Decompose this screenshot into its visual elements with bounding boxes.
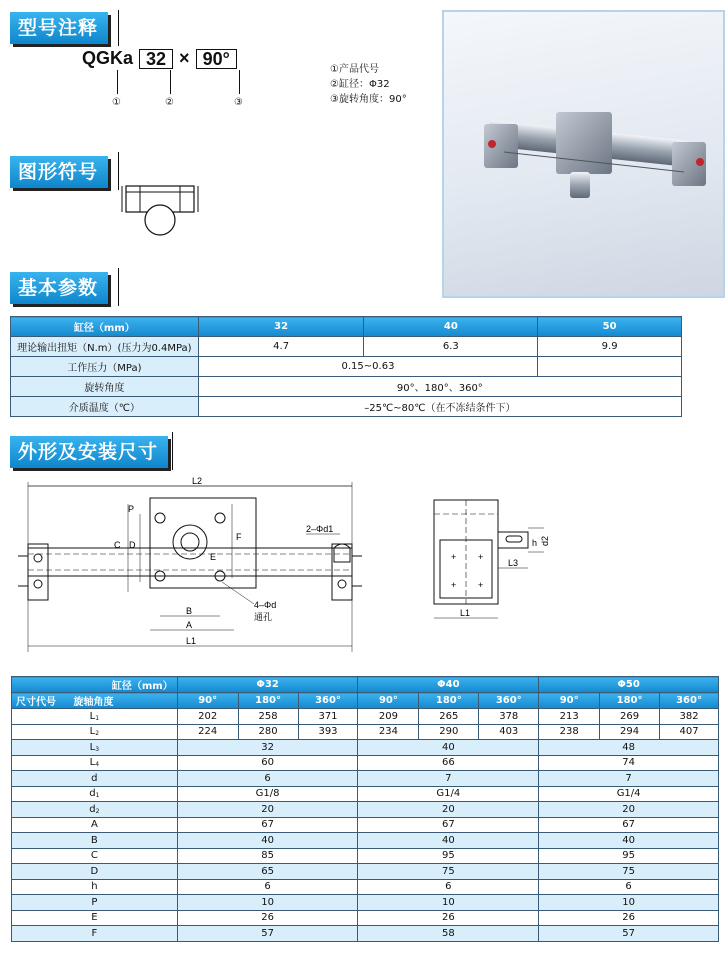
note-angle: ③旋转角度：90° — [330, 94, 407, 105]
dim-code-sub: 4 — [95, 761, 100, 769]
cell: 234 — [358, 724, 419, 740]
model-notes — [330, 62, 407, 107]
svg-text:+: + — [451, 552, 457, 562]
dim-code-letter: d — [89, 788, 96, 800]
cell: G1/4 — [358, 786, 539, 802]
dimension-drawing-side — [420, 494, 570, 624]
dim-code-letter: F — [91, 927, 98, 939]
label-f: F — [236, 532, 242, 542]
label-l1: L1 — [186, 636, 197, 646]
dim-code — [12, 926, 178, 942]
cell: 40 — [177, 833, 358, 849]
marker-line-3 — [239, 70, 240, 94]
section-title-params: 基本参数 — [10, 272, 108, 304]
label-e: E — [210, 552, 217, 562]
label-d: D — [129, 540, 136, 550]
label-l3: L3 — [508, 558, 519, 568]
cell: 224 — [177, 724, 238, 740]
cell: 294 — [600, 724, 660, 740]
dim-code-sub: 1 — [95, 792, 100, 800]
cell: 10 — [539, 895, 719, 911]
dim-code-letter: L — [89, 741, 96, 753]
cylinder-symbol — [120, 178, 200, 238]
dim-code — [12, 864, 178, 880]
table-row — [12, 709, 719, 725]
dim-code — [12, 879, 178, 895]
dim-code-letter: d — [91, 772, 98, 784]
angle-header: 90° — [177, 693, 238, 709]
dim-code-sub: 3 — [95, 745, 100, 753]
table-row — [11, 337, 682, 357]
dims-header-bore: 缸径（mm） — [12, 677, 178, 693]
table-row — [12, 740, 719, 756]
dim-code-letter: L — [89, 726, 96, 738]
dim-code — [12, 771, 178, 787]
table-row — [12, 879, 719, 895]
cell: 280 — [238, 724, 298, 740]
cell: 90°、180°、360° — [198, 377, 681, 397]
table-row — [12, 926, 719, 942]
cell: 26 — [539, 910, 719, 926]
cell: 20 — [539, 802, 719, 818]
table-row — [12, 817, 719, 833]
table-row — [12, 724, 719, 740]
note-bore: ②缸径：Φ32 — [330, 79, 390, 90]
cell: –25℃~80℃（在不冻结条件下） — [198, 397, 681, 417]
cell: 6 — [539, 879, 719, 895]
dim-code-sub: 2 — [95, 730, 100, 738]
dim-code — [12, 910, 178, 926]
cell: G1/8 — [177, 786, 358, 802]
dim-code-letter: B — [90, 834, 98, 846]
cell: 75 — [358, 864, 539, 880]
cell: 7 — [358, 771, 539, 787]
label-b: B — [186, 606, 193, 616]
dimensions-table — [11, 676, 719, 942]
table-row — [12, 910, 719, 926]
label-d1: 2–Φd1 — [306, 524, 334, 534]
cell: 269 — [600, 709, 660, 725]
angle-header: 180° — [419, 693, 479, 709]
section-title-dimensions: 外形及安装尺寸 — [10, 436, 168, 468]
angle-header: 360° — [479, 693, 539, 709]
cell: 0.15~0.63 — [198, 357, 537, 377]
cell: 67 — [539, 817, 719, 833]
dim-code-letter: A — [90, 819, 98, 831]
cell: 60 — [177, 755, 358, 771]
dim-code-letter: P — [91, 896, 98, 908]
table-row — [12, 848, 719, 864]
dims-header-32: Φ32 — [177, 677, 358, 693]
cell: 48 — [539, 740, 719, 756]
svg-text:+: + — [478, 552, 484, 562]
angle-header: 90° — [539, 693, 600, 709]
table-row — [12, 833, 719, 849]
cell: 40 — [358, 740, 539, 756]
cell: 66 — [358, 755, 539, 771]
cell: 67 — [358, 817, 539, 833]
marker-line-1 — [117, 70, 118, 94]
dims-header-code-label: 尺寸代号 — [16, 697, 56, 708]
cell: 209 — [358, 709, 419, 725]
dim-code — [12, 848, 178, 864]
cell: 6 — [358, 879, 539, 895]
row-label: 旋转角度 — [11, 377, 199, 397]
cell: 10 — [177, 895, 358, 911]
angle-header: 90° — [358, 693, 419, 709]
params-header-40: 40 — [364, 317, 538, 337]
dim-code-letter: D — [90, 865, 99, 877]
dim-code-letter: h — [91, 881, 98, 893]
table-row — [12, 786, 719, 802]
marker-2: ② — [165, 97, 174, 108]
title-rule — [172, 432, 173, 470]
params-header-bore: 缸径（mm） — [11, 317, 199, 337]
cell-empty — [538, 357, 682, 377]
params-header-50: 50 — [538, 317, 682, 337]
cell: 57 — [177, 926, 358, 942]
cell: 290 — [419, 724, 479, 740]
cell: 95 — [358, 848, 539, 864]
cell: 57 — [539, 926, 719, 942]
table-row — [12, 895, 719, 911]
svg-text:+: + — [451, 580, 457, 590]
label-a: A — [186, 620, 193, 630]
table-row — [12, 771, 719, 787]
row-label: 介质温度（℃） — [11, 397, 199, 417]
table-row — [11, 357, 682, 377]
cell: 393 — [298, 724, 358, 740]
dim-code — [12, 833, 178, 849]
table-row — [11, 397, 682, 417]
title-rule — [118, 10, 119, 46]
angle-header: 360° — [660, 693, 719, 709]
angle-header: 360° — [298, 693, 358, 709]
cell: 213 — [539, 709, 600, 725]
dim-code — [12, 724, 178, 740]
marker-line-2 — [170, 70, 171, 94]
cell: 58 — [358, 926, 539, 942]
cell: 20 — [358, 802, 539, 818]
model-bore-box: 32 — [139, 49, 173, 69]
dim-code-letter: E — [91, 912, 98, 924]
table-row — [12, 802, 719, 818]
label-d2: d2 — [540, 535, 550, 546]
dim-code-sub: 2 — [95, 807, 100, 815]
dim-code — [12, 817, 178, 833]
cell: 371 — [298, 709, 358, 725]
dims-header-40: Φ40 — [358, 677, 539, 693]
dims-header-code — [12, 693, 178, 709]
cell: 10 — [358, 895, 539, 911]
table-row — [12, 755, 719, 771]
cell: 7 — [539, 771, 719, 787]
model-angle-box: 90° — [196, 49, 237, 69]
dim-code — [12, 802, 178, 818]
dim-code-letter: d — [89, 803, 96, 815]
dim-code-letter: C — [90, 850, 98, 862]
title-rule — [118, 268, 119, 306]
cell: 75 — [539, 864, 719, 880]
dim-code — [12, 786, 178, 802]
dim-code-letter: L — [89, 757, 96, 769]
cell: G1/4 — [539, 786, 719, 802]
dim-code — [12, 740, 178, 756]
angle-header: 180° — [238, 693, 298, 709]
label-h: h — [532, 538, 538, 548]
cell: 40 — [358, 833, 539, 849]
cell: 26 — [358, 910, 539, 926]
rotary-cylinder-image — [444, 12, 725, 298]
dimension-drawing-front — [10, 474, 390, 664]
svg-text:+: + — [478, 580, 484, 590]
dims-header-angle-label: 旋轴角度 — [73, 697, 114, 708]
title-rule — [118, 152, 119, 190]
cell: 6.3 — [364, 337, 538, 357]
table-row — [11, 377, 682, 397]
cell: 238 — [539, 724, 600, 740]
section-title-symbol: 图形符号 — [10, 156, 108, 188]
cell: 74 — [539, 755, 719, 771]
row-label: 理论输出扭矩（N.m）(压力为0.4MPa) — [11, 337, 199, 357]
section-title-model: 型号注释 — [10, 12, 108, 44]
angle-header: 180° — [600, 693, 660, 709]
cell: 65 — [177, 864, 358, 880]
cell: 32 — [177, 740, 358, 756]
cell: 40 — [539, 833, 719, 849]
dim-code-sub: 1 — [95, 714, 100, 722]
table-row — [12, 864, 719, 880]
cell: 265 — [419, 709, 479, 725]
marker-1: ① — [112, 97, 121, 108]
model-code — [82, 48, 243, 69]
cell: 85 — [177, 848, 358, 864]
cell: 95 — [539, 848, 719, 864]
row-label: 工作压力（MPa) — [11, 357, 199, 377]
dim-code-letter: L — [89, 710, 96, 722]
product-photo — [442, 10, 725, 298]
label-p: P — [128, 504, 135, 514]
label-l1-side: L1 — [460, 608, 471, 618]
cell: 6 — [177, 771, 358, 787]
params-table — [10, 316, 682, 417]
cell: 382 — [660, 709, 719, 725]
cell: 258 — [238, 709, 298, 725]
cell: 4.7 — [198, 337, 364, 357]
dims-header-50: Φ50 — [539, 677, 719, 693]
params-header-32: 32 — [198, 317, 364, 337]
dim-code — [12, 895, 178, 911]
cell: 26 — [177, 910, 358, 926]
cell: 407 — [660, 724, 719, 740]
label-d: 4–Φd — [254, 600, 277, 610]
cell: 20 — [177, 802, 358, 818]
dim-code — [12, 709, 178, 725]
label-c: C — [114, 540, 121, 550]
cell: 6 — [177, 879, 358, 895]
model-prefix: QGKa — [82, 48, 134, 68]
cell: 202 — [177, 709, 238, 725]
cell: 9.9 — [538, 337, 682, 357]
note-product-code: ①产品代号 — [330, 64, 379, 75]
cell: 378 — [479, 709, 539, 725]
cell: 67 — [177, 817, 358, 833]
marker-3: ③ — [234, 97, 243, 108]
label-through: 通孔 — [254, 612, 273, 622]
label-l2: L2 — [192, 476, 203, 486]
dim-code — [12, 755, 178, 771]
cell: 403 — [479, 724, 539, 740]
model-times: × — [179, 48, 190, 68]
